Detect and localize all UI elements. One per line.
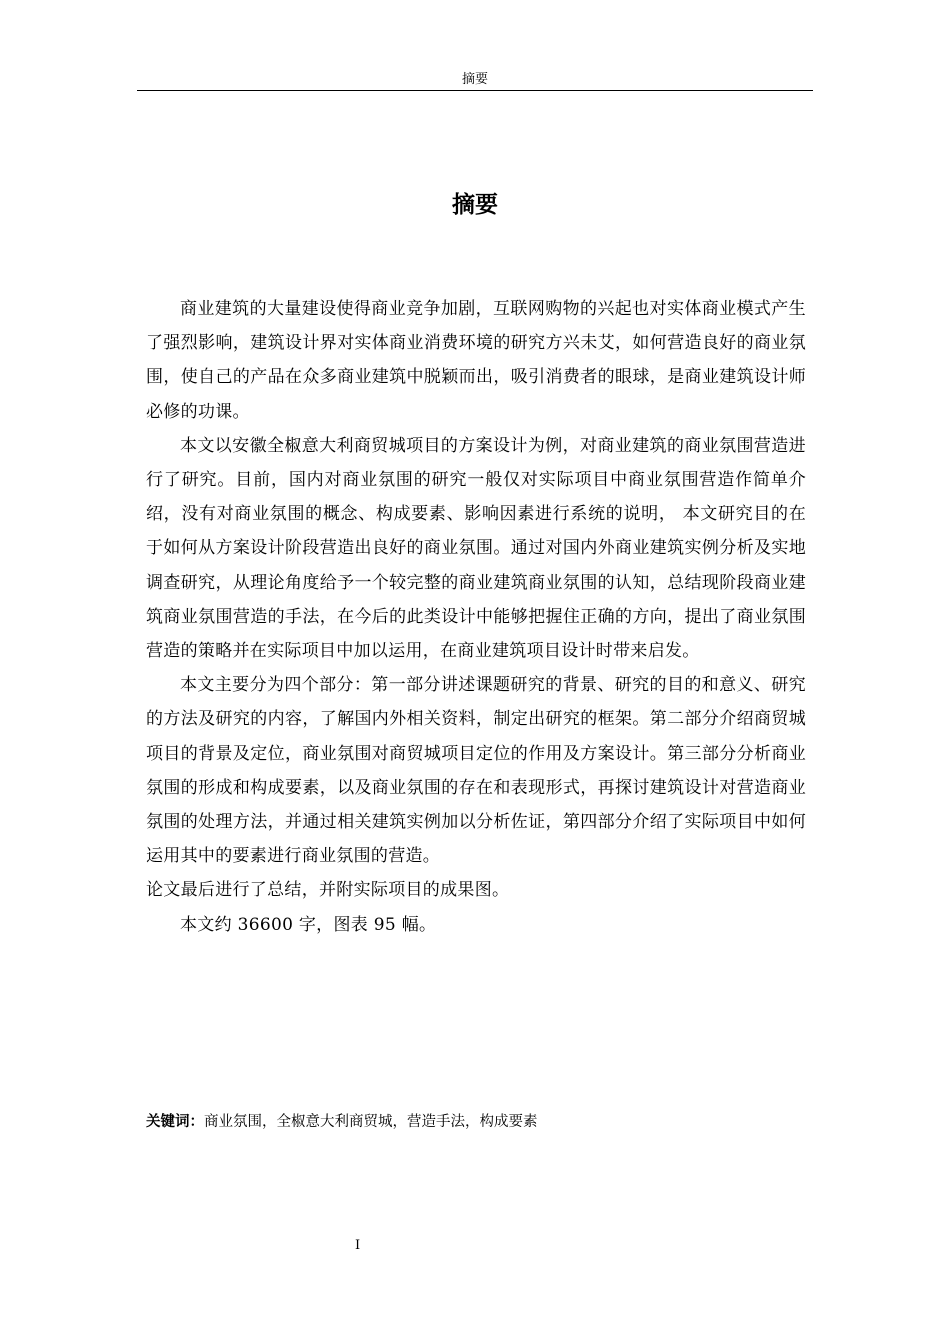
abstract-paragraph-5: 本文约 36600 字，图表 95 幅。: [180, 914, 437, 935]
abstract-paragraph-4: 论文最后进行了总结，并附实际项目的成果图。: [146, 880, 510, 901]
abstract-paragraph-2: 本文以安徽全椒意大利商贸城项目的方案设计为例，对商业建筑的商业氛围营造进行了研究。目前，国内对商业氛围的研究一般仅对实际项目中商业氛围营造作简单介绍，没有对商业氛围的概念、构成要素、影响因素进行系统的说明， 本文研究目的在于如何从方案设计阶段营造出良好的商业氛围。通过对国内外商业建筑实例分析及实地调查研究，从理论角度给予一个较完整的商业建筑商业氛围的认知，总结现阶段商业建筑商业氛围营造的手法，在今后的此类设计中能够把握住正确的方向，提出了商业氛围营造的策略并在实际项目中加以运用，在商业建筑项目设计时带来启发。: [146, 435, 806, 662]
page-title: 摘要: [452, 191, 498, 218]
abstract-body: [146, 292, 806, 942]
running-header: 摘要: [461, 72, 488, 87]
keywords-line: [146, 1112, 538, 1132]
abstract-paragraph-3: 本文主要分为四个部分：第一部分讲述课题研究的背景、研究的目的和意义、研究的方法及研究的内容，了解国内外相关资料，制定出研究的框架。第二部分介绍商贸城项目的背景及定位，商业氛围对商贸城项目定位的作用及方案设计。第三部分分析商业氛围的形成和构成要素，以及商业氛围的存在和表现形式，再探讨建筑设计对营造商业氛围的处理方法，并通过相关建筑实例加以分析佐证，第四部分介绍了实际项目中如何运用其中的要素进行商业氛围的营造。: [146, 675, 806, 867]
keywords-label: 关键词：: [146, 1113, 204, 1130]
page-number: I: [355, 1238, 361, 1253]
header-rule: [137, 90, 813, 91]
keywords-text: 商业氛围，全椒意大利商贸城，营造手法，构成要素: [204, 1114, 538, 1130]
abstract-paragraph-1: 商业建筑的大量建设使得商业竞争加剧，互联网购物的兴起也对实体商业模式产生了强烈影响，建筑设计界对实体商业消费环境的研究方兴未艾，如何营造良好的商业氛围，使自己的产品在众多商业建筑中脱颖而出，吸引消费者的眼球，是商业建筑设计师必修的功课。: [146, 299, 806, 422]
